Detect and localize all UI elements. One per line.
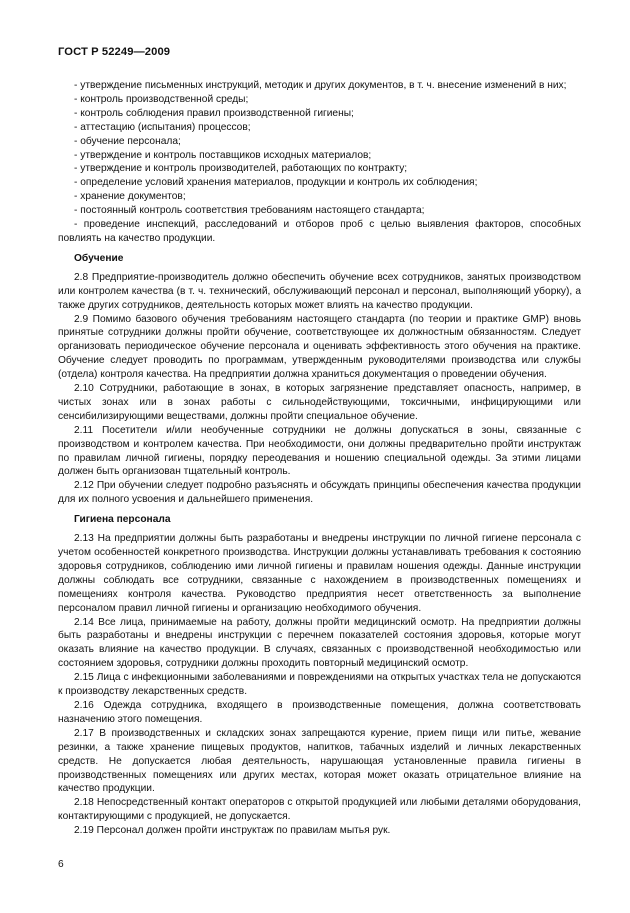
paragraph-2-12: 2.12 При обучении следует подробно разъяснять и обсуждать принципы обеспечения качества продукции для их полного усвоения и дальнейшего применения.	[58, 480, 581, 506]
list-item: - утверждение письменных инструкций, методик и других документов, в т. ч. внесение изменений в них;	[74, 80, 567, 91]
list-item: - проведение инспекций, расследований и отборов проб с целью выявления факторов, способных повлиять на качество продукции.	[58, 219, 581, 244]
list-item: - утверждение и контроль поставщиков исходных материалов;	[74, 149, 372, 161]
document-header: ГОСТ Р 52249—2009	[58, 46, 171, 58]
section-heading: Гигиена персонала	[74, 514, 171, 526]
paragraph-2-10: 2.10 Сотрудники, работающие в зонах, в которых загрязнение представляет опасность, например, в чистых зонах или в зонах работы с сильнодействующими, токсичными, инфицирующими или сенсибилизирующими веществами, должны пройти специальное обучение.	[58, 383, 581, 422]
section-training	[58, 252, 581, 507]
list-item: - утверждение и контроль производителей, работающих по контракту;	[74, 163, 408, 175]
list-item: - аттестацию (испытания) процессов;	[74, 121, 251, 133]
paragraph-2-18: 2.18 Непосредственный контакт операторов с открытой продукцией или любыми деталями оборудования, контактирующими с продукцией, не допускается.	[58, 797, 581, 823]
list-item: - постоянный контроль соответствия требованиям настоящего стандарта;	[74, 205, 425, 217]
paragraph-2-9: 2.9 Помимо базового обучения требованиям настоящего стандарта (по теории и практике GMP) вновь принятые сотрудники должны пройти обучение, соответствующее их должностным обязанностям. Следует организовать периодическое обучение персонала и оценивать эффективность этого обучения на практике. Обучение следует проводить по программам, утвержденным руководителями производства или службы (отдела) контроля качества. На предприятии должна храниться документация о проведении обучения.	[58, 313, 581, 381]
list-item: - определение условий хранения материалов, продукции и контроль их соблюдения;	[74, 177, 478, 189]
paragraph-2-8: 2.8 Предприятие-производитель должно обеспечить обучение всех сотрудников, занятых производством или контролем качества (в т. ч. технический, обслуживающий персонал и персонал, выполняющий уборку), а также других сотрудников, деятельность которых может влиять на качество продукции.	[58, 271, 581, 311]
paragraph-2-14: 2.14 Все лица, принимаемые на работу, должны пройти медицинский осмотр. На предприятии должны быть разработаны и внедрены инструкции с перечнем показателей состояния здоровья, которые могут оказать влияние на качество продукции. В случаях, связанных с производственной необходимостью или состоянием здоровья, сотрудники должны проходить повторный медицинский осмотр.	[58, 616, 581, 670]
paragraph-2-19: 2.19 Персонал должен пройти инструктаж по правилам мытья рук.	[74, 825, 391, 837]
paragraph-2-17: 2.17 В производственных и складских зонах запрещаются курение, прием пищи или питье, жевание резинки, а также хранение пищевых продуктов, напитков, табачных изделий и личных лекарственных средств. Не допускается любая деятельность, нарушающая установленные правила гигиены в производственных помещениях или других местах, которая может оказать отрицательное влияние на качество продукции.	[58, 727, 581, 795]
paragraph-2-13: 2.13 На предприятии должны быть разработаны и внедрены инструкции по личной гигиене персонала с учетом особенностей конкретного производства. Инструкции должны устанавливать требования к состоянию здоровья сотрудников, соблюдению ими личной гигиены и правилам ношения одежды. Данные инструкции должны соблюдать все сотрудники, связанные с нахождением в производственных помещениях и помещениях контроля качества. Руководство предприятия несет ответственность за выполнение персоналом правил личной гигиены и организацию необходимого обучения.	[58, 533, 581, 614]
responsibilities-list	[58, 79, 581, 246]
paragraph-2-11: 2.11 Посетители и/или необученные сотрудники не должны допускаться в зоны, связанные с производством и контролем качества. При необходимости, они должны предварительно пройти инструктаж по правилам личной гигиены, порядку переодевания и ношению специальной одежды. За этими лицами должен быть организован тщательный контроль.	[58, 424, 581, 478]
page-number: 6	[58, 859, 64, 870]
section-heading: Обучение	[74, 252, 124, 264]
paragraph-2-16: 2.16 Одежда сотрудника, входящего в производственные помещения, должна соответствовать назначению этого помещения.	[58, 699, 581, 725]
list-item: - хранение документов;	[74, 191, 186, 203]
list-item: - обучение персонала;	[74, 135, 181, 147]
list-item: - контроль производственной среды;	[74, 93, 249, 105]
list-item: - контроль соблюдения правил производственной гигиены;	[74, 107, 354, 119]
page-content	[58, 79, 581, 838]
section-hygiene	[58, 513, 581, 838]
paragraph-2-15: 2.15 Лица с инфекционными заболеваниями и повреждениями на открытых участках тела не допускаются к производству лекарственных средств.	[58, 672, 581, 698]
